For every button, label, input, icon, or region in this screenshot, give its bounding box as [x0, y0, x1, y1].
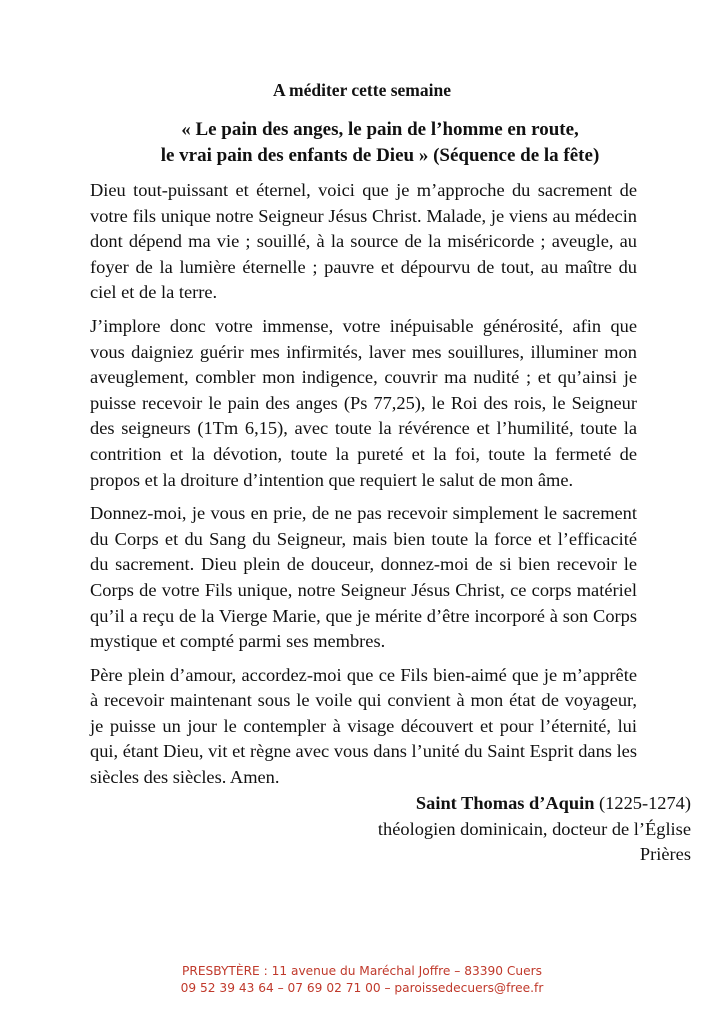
prayer-paragraph-3: Donnez-moi, je vous en prie, de ne pas recevoir simplement le sacrement du Corps et du Sang du Seigneur, mais bien toute la force et l’efficacité du sacrement. Dieu plein de douceur, donnez-moi de si bien recevoir le Corps de votre Fils unique, notre Seigneur Jésus Christ, ce corps matériel qu’il a reçu de la Vierge Marie, que je mérite d’être incorporé à son Corps mystique et compté parmi ses membres. [90, 503, 637, 652]
footer-address: PRESBYTÈRE : 11 avenue du Maréchal Joffre – 83390 Cuers [182, 964, 542, 978]
quote-title [40, 117, 720, 169]
quote-title-line-1: « Le pain des anges, le pain de l’homme en route, [181, 119, 579, 140]
signature-block [91, 791, 691, 868]
quote-title-line-2: le vrai pain des enfants de Dieu » (Séquence de la fête) [160, 145, 600, 166]
signature-description: théologien dominicain, docteur de l’Église [377, 818, 691, 839]
prayer-body [90, 178, 637, 799]
footer-contact: 09 52 39 43 64 – 07 69 02 71 00 – paroissedecuers@free.fr [180, 981, 544, 995]
prayer-paragraph-4: Père plein d’amour, accordez-moi que ce Fils bien-aimé que je m’apprête à recevoir maintenant sous le voile qui convient à mon état de voyageur, je puisse un jour le contempler à visage découvert et pour l’éternité, lui qui, étant Dieu, vit et règne avec vous dans l’unité du Saint Esprit dans les siècles des siècles. Amen. [90, 664, 637, 788]
prayer-paragraph-1: Dieu tout-puissant et éternel, voici que je m’approche du sacrement de votre fils unique notre Seigneur Jésus Christ. Malade, je viens au médecin dont dépend ma vie ; souillé, à la source de la miséricorde ; aveugle, au foyer de la lumière éternelle ; pauvre et dépourvu de tout, au maître du ciel et de la terre. [90, 180, 637, 303]
prayer-paragraph-2: J’implore donc votre immense, votre inépuisable générosité, afin que vous daigniez guérir mes infirmités, laver mes souillures, illuminer mon aveuglement, combler mon indigence, couvrir ma nudité ; et qu’ainsi je puisse recevoir le pain des anges (Ps 77,25), le Roi des rois, le Seigneur des seigneurs (1Tm 6,15), avec toute la révérence et l’humilité, toute la contrition et la dévotion, toute la pureté et la foi, toute la fermeté de propos et la droiture d’intention que requiert le salut de mon âme. [90, 315, 637, 490]
page-footer [0, 963, 724, 997]
page-heading: A méditer cette semaine [272, 80, 451, 100]
signature-source: Prières [639, 844, 691, 865]
signature-dates: (1225-1274) [594, 793, 691, 813]
signature-author: Saint Thomas d’Aquin [415, 793, 595, 813]
signature-author-line [91, 791, 691, 817]
